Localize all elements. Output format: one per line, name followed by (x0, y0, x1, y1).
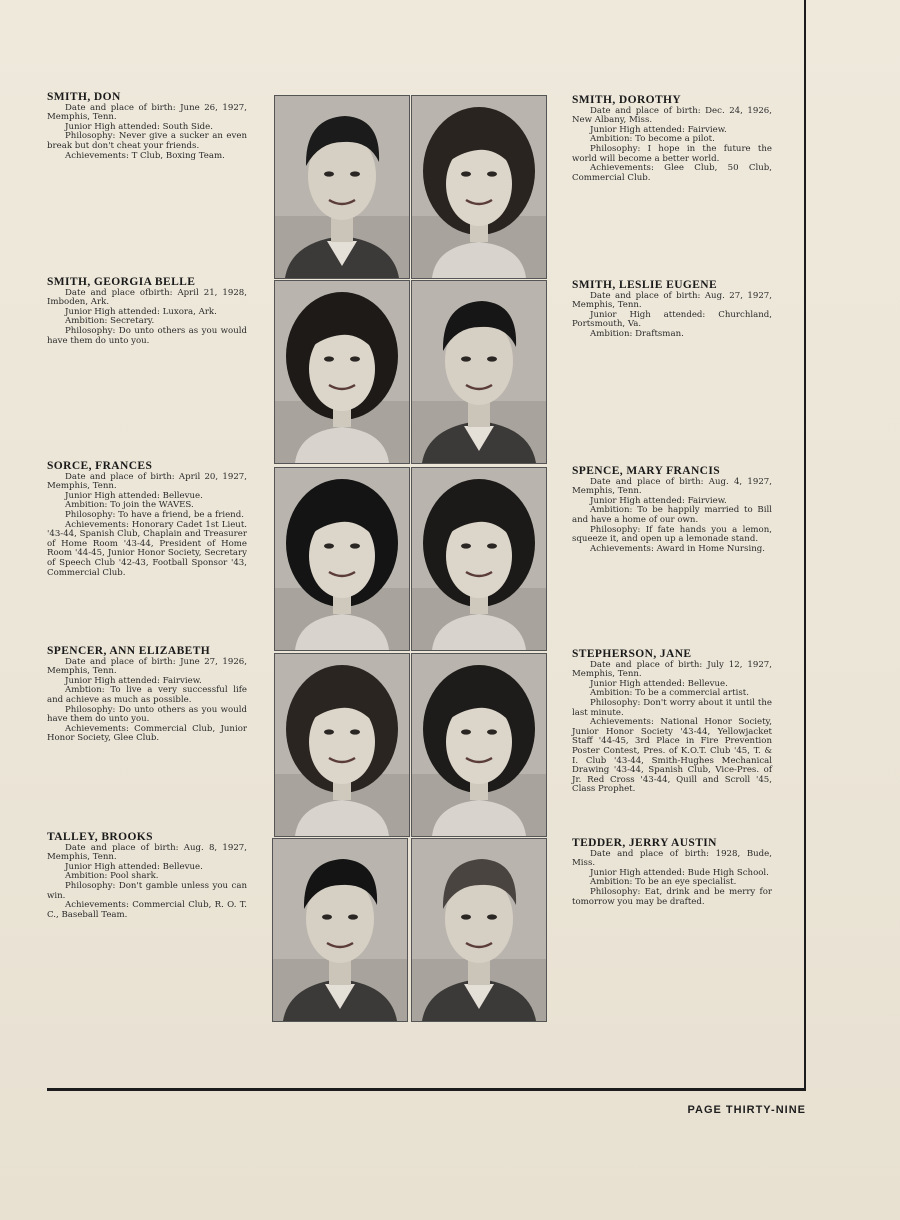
portrait-smith-don (274, 95, 410, 279)
student-detail: Date and place of birth: 1928, Bude, Miss. (572, 848, 772, 869)
student-detail: Date and place of birth: Aug. 27, 1927, Memphis, Tenn. (572, 290, 772, 311)
portrait-sorce-frances (274, 467, 410, 651)
student-detail: Achievements: Commercial Club, Junior Honor Society, Glee Club. (47, 723, 247, 744)
student-detail: Junior High attended: Fairview. (590, 495, 727, 506)
student-detail: Junior High attended: Bellevue. (65, 490, 203, 501)
entry-tedder-jerry-austin (572, 839, 772, 907)
student-detail: Junior High attended: Bellevue. (65, 861, 203, 872)
student-name: STEPHERSON, JANE (572, 648, 692, 660)
student-name: SORCE, FRANCES (47, 460, 153, 472)
student-detail: Philosophy: Don't worry about it until the last minute. (572, 697, 772, 718)
portrait-spence-mary-francis (411, 467, 547, 651)
page-number: PAGE THIRTY-NINE (687, 1104, 806, 1116)
portrait-smith-dorothy (411, 95, 547, 279)
student-detail: Philosophy: Do unto others as you would have them do unto you. (47, 325, 247, 346)
portrait-photo (412, 654, 546, 836)
portrait-smith-leslie-eugene (411, 280, 547, 464)
student-detail: Junior High attended: Bellevue. (590, 678, 728, 689)
portrait-photo (412, 281, 546, 463)
portrait-stepherson-jane (411, 653, 547, 837)
student-detail: Ambition: To be an eye specialist. (590, 877, 737, 888)
student-detail: Ambition: To join the WAVES. (65, 500, 194, 511)
portrait-photo (275, 281, 409, 463)
student-detail: Achievements: T Club, Boxing Team. (65, 150, 225, 161)
entry-stepherson-jane (572, 650, 772, 795)
portrait-smith-georgia-belle (274, 280, 410, 464)
student-detail: Ambition: To be a commercial artist. (590, 688, 749, 699)
student-detail: Junior High attended: Bude High School. (590, 867, 769, 878)
student-name: SMITH, DOROTHY (572, 94, 682, 106)
student-detail: Ambition: To be happily married to Bill and have a home of our own. (572, 505, 772, 525)
portrait-photo (275, 468, 409, 650)
student-detail: Ambition: Pool shark. (65, 871, 159, 882)
student-detail: Philosophy: If fate hands you a lemon, squeeze it, and open up a lemonade stand. (572, 524, 772, 545)
student-name: SMITH, LESLIE EUGENE (572, 279, 718, 291)
entry-spencer-ann-elizabeth (47, 647, 247, 744)
student-detail: Date and place of birth: July 12, 1927, Memphis, Tenn. (572, 659, 772, 680)
entry-spence-mary-francis (572, 467, 772, 554)
student-detail: Ambition: Draftsman. (590, 328, 684, 339)
horizontal-rule (47, 1088, 806, 1091)
portrait-tedder-jerry-austin (411, 838, 547, 1022)
student-name: SPENCER, ANN ELIZABETH (47, 645, 211, 657)
entry-talley-brooks (47, 833, 247, 920)
student-detail: Date and place of birth: Aug. 4, 1927, Memphis, Tenn. (572, 476, 772, 497)
student-detail: Junior High attended: South Side. (65, 121, 213, 132)
student-detail: Date and place of birth: Aug. 8, 1927, Memphis, Tenn. (47, 842, 247, 863)
student-detail: Philosophy: Do unto others as you would have them do unto you. (47, 704, 247, 725)
portrait-photo (412, 468, 546, 650)
student-detail: Philosophy: To have a friend, be a friend. (65, 509, 244, 520)
student-detail: Philosophy: Eat, drink and be merry for tomorrow you may be drafted. (572, 886, 772, 907)
portrait-photo (412, 96, 546, 278)
vertical-rule (804, 0, 806, 1090)
entry-smith-georgia-belle (47, 278, 247, 346)
student-detail: Achievements: Glee Club, 50 Club, Commercial Club. (572, 163, 772, 183)
student-name: TEDDER, JERRY AUSTIN (572, 837, 717, 849)
portrait-photo (412, 839, 546, 1021)
portrait-spencer-ann-elizabeth (274, 653, 410, 837)
student-detail: Junior High attended: Fairview. (65, 675, 202, 686)
student-detail: Date and place of birth: June 26, 1927, Memphis, Tenn. (47, 102, 247, 123)
portrait-photo (275, 654, 409, 836)
portrait-photo (273, 839, 407, 1021)
student-detail: Ambtion: To live a very successful life and achieve as much as possible. (47, 685, 247, 705)
student-detail: Date and place of birth: Dec. 24, 1926, New Albany, Miss. (572, 105, 772, 126)
student-detail: Achievements: National Honor Society, Junior Honor Society '43-44, Yellowjacket Staff '44-45, 3rd Place in Fire Prevention Poster Contest, Pres. of K.O.T. Club '45, T. & I. Club '43-44, Smith-Hughes Mechanical Drawing '43-44, Spanish Club, Vice-Pres. of Jr. Red Cross '43-44, Quill and Scroll '45, Class Prophet. (572, 717, 772, 795)
student-detail: Date and place of birth: June 27, 1926, Memphis, Tenn. (47, 656, 247, 677)
student-detail: Junior High attended: Luxora, Ark. (65, 306, 217, 317)
entry-smith-dorothy (572, 96, 772, 183)
student-detail: Junior High attended: Fairview. (590, 124, 727, 135)
student-detail: Achievements: Honorary Cadet 1st Lieut. '43-44, Spanish Club, Chaplain and Treasurer of Home Room '43-44, President of Home Room '44-45, Junior Honor Society, Secretary of Speech Club '42-43, Football Sponsor '43, Commercial Club. (47, 519, 247, 578)
student-name: SMITH, DON (47, 91, 121, 103)
student-detail: Ambition: Secretary. (65, 316, 155, 327)
student-name: SPENCE, MARY FRANCIS (572, 465, 721, 477)
entry-smith-leslie-eugene (572, 281, 772, 340)
student-detail: Date and place ofbirth: April 21, 1928, Imboden, Ark. (47, 287, 247, 308)
student-detail: Junior High attended: Churchland, Portsmouth, Va. (572, 309, 772, 330)
entry-smith-don (47, 93, 247, 161)
student-detail: Philosophy: Never give a sucker an even break but don't cheat your friends. (47, 131, 247, 151)
student-detail: Date and place of birth: April 20, 1927, Memphis, Tenn. (47, 471, 247, 492)
student-name: TALLEY, BROOKS (47, 831, 153, 843)
entry-sorce-frances (47, 462, 247, 578)
student-name: SMITH, GEORGIA BELLE (47, 276, 196, 288)
student-detail: Ambition: To become a pilot. (590, 134, 715, 145)
student-detail: Philosophy: Don't gamble unless you can win. (47, 880, 247, 901)
portrait-photo (275, 96, 409, 278)
portrait-talley-brooks (272, 838, 408, 1022)
student-detail: Achievements: Commercial Club, R. O. T. C., Baseball Team. (47, 900, 247, 920)
student-detail: Achievements: Award in Home Nursing. (590, 543, 765, 554)
student-detail: Philosophy: I hope in the future the world will become a better world. (572, 143, 772, 164)
